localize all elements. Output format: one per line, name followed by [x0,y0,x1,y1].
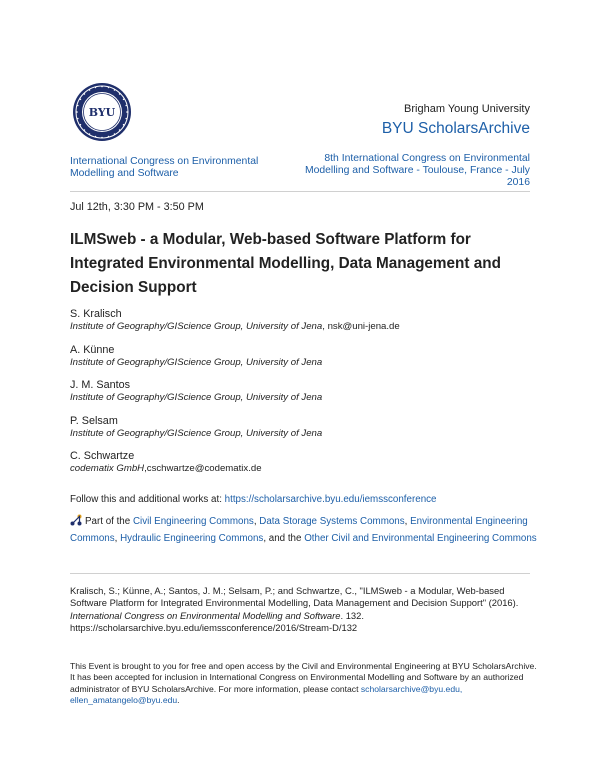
author-email: , nsk@uni-jena.de [322,321,400,332]
author-name: P. Selsam [70,414,118,427]
byu-seal-logo[interactable] [72,82,132,142]
author-affiliation [70,392,540,404]
author-email: ,cschwartze@codematix.de [144,463,262,474]
author-affiliation [70,357,540,369]
author-affiliation [70,428,540,440]
commons-link-civil-engineering[interactable]: Civil Engineering Commons [132,516,254,527]
affiliation-text: codematix GmbH [70,463,145,474]
event-title: ILMSweb - a Modular, Web-based Software Platform for Integrated Environmental Modelling, Data Management and Decision Support [70,231,501,296]
collection-link-right[interactable]: 8th International Congress on Environmental Modelling and Software - Toulouse, France - July 2016 [304,153,530,188]
commons-link-data-storage[interactable]: Data Storage Systems Commons [259,516,405,527]
notice-text: This Event is brought to you for free and open access by the Civil and Environmental Engineering at BYU ScholarsArchive. It has been accepted for inclusion in International Congress on Environmental Modelling and Software by an authorized administrator of BYU ScholarsArchive. For more information, please contact [70,661,537,694]
institution-name: Brigham Young University [404,103,530,115]
contact-email-links[interactable]: scholarsarchive@byu.edu, ellen_amatangelo@byu.edu [70,683,463,705]
event-date: Jul 12th, 3:30 PM - 3:50 PM [70,201,204,213]
citation-number: . 132. [340,609,364,621]
citation-divider [70,573,530,574]
author-name: A. Künne [70,343,115,356]
affiliation-text: Institute of Geography/GIScience Group, University of Jena [70,321,323,332]
commons-link-other-civil-environmental[interactable]: Other Civil and Environmental Engineering Commons [304,532,537,544]
commons-link-hydraulic-engineering[interactable]: Hydraulic Engineering Commons [120,532,264,544]
affiliation-text: Institute of Geography/GIScience Group, University of Jena [70,392,323,403]
author-name: S. Kralisch [70,308,122,320]
author-name: C. Schwartze [70,450,135,462]
network-icon [70,514,82,526]
follow-url-link[interactable]: https://scholarsarchive.byu.edu/iemssconference [224,494,437,505]
author-entry [70,379,540,404]
notice-end: . [177,694,180,705]
follow-line [70,494,437,505]
citation-journal: International Congress on Environmental Modelling and Software [70,609,341,621]
author-entry [70,308,540,333]
archive-name-link[interactable]: BYU ScholarsArchive [381,120,530,137]
affiliation-text: Institute of Geography/GIScience Group, University of Jena [70,356,323,368]
author-name: J. M. Santos [70,379,131,391]
citation-url[interactable]: https://scholarsarchive.byu.edu/iemssconference/2016/Stream-D/132 [70,621,358,633]
recommended-citation [70,585,540,634]
author-affiliation [70,463,540,475]
separator: , [404,516,411,527]
separator: , [114,532,121,544]
header-divider [70,191,530,192]
citation-text: Kralisch, S.; Künne, A.; Santos, J. M.; Selsam, P.; and Schwartze, C., "ILMSweb - a Modular, Web-based Software Platform for Integrated Environmental Modelling, Data Management and Decision Support" (2016). [70,585,519,609]
separator: , [253,516,260,527]
part-of-line [70,514,540,547]
part-of-prefix: Part of the [85,516,133,527]
author-affiliation [70,321,540,333]
separator: , and the [263,532,305,544]
open-access-notice [70,661,540,706]
author-entry [70,415,540,440]
author-list [70,308,540,486]
commons-link-environmental-engineering[interactable]: Environmental Engineering Commons [70,516,528,544]
author-entry [70,344,540,369]
affiliation-text: Institute of Geography/GIScience Group, University of Jena [70,427,323,439]
author-entry [70,450,540,475]
svg-text:BYU: BYU [88,106,116,119]
follow-prefix: Follow this and additional works at: [70,494,225,505]
collection-link-left[interactable]: International Congress on Environmental Modelling and Software [70,156,259,179]
